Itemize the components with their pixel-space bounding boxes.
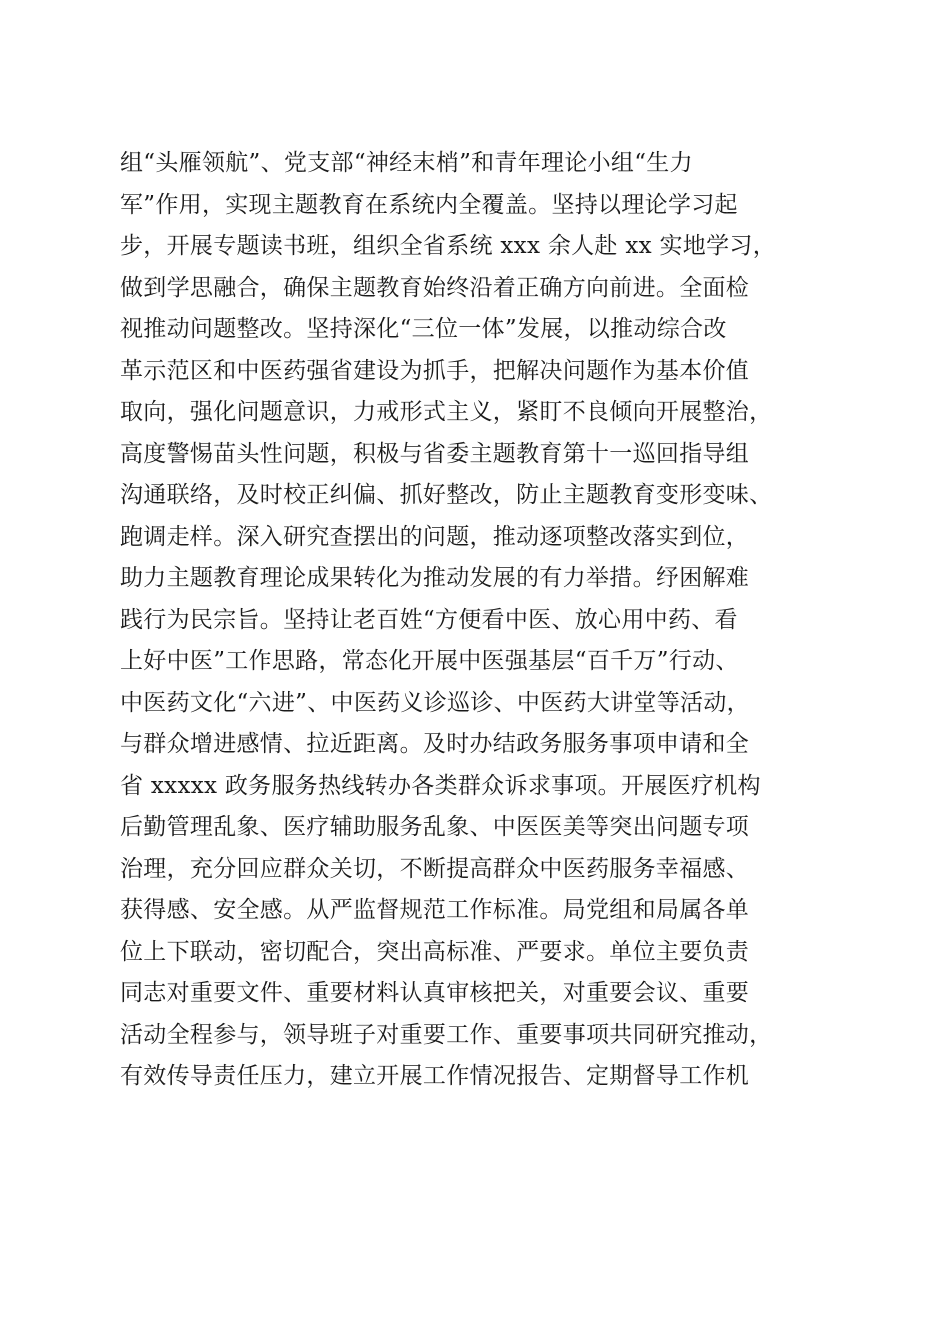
text-line: 上好中医”工作思路，常态化开展中医强基层“百千万”行动、 <box>120 648 739 674</box>
text-line: 沟通联络，及时校正纠偏、抓好整改，防止主题教育变形变味、 <box>120 482 773 508</box>
text-line: 高度警惕苗头性问题，积极与省委主题教育第十一巡回指导组 <box>120 440 750 467</box>
text-line: 助力主题教育理论成果转化为推动发展的有力举措。纾困解难 <box>120 565 750 591</box>
text-line: 践行为民宗旨。坚持让老百姓“方便看中医、放心用中药、看 <box>120 606 738 633</box>
text-line: 中医药文化“六进”、中医药义诊巡诊、中医药大讲堂等活动， <box>120 689 750 716</box>
text-line: 革示范区和中医药强省建设为抓手，把解决问题作为基本价值 <box>120 357 750 384</box>
text-line: 取向，强化问题意识，力戒形式主义，紧盯不良倾向开展整治， <box>120 399 773 425</box>
text-line: 省 xxxxx 政务服务热线转办各类群众诉求事项。开展医疗机构 <box>120 772 761 799</box>
text-line: 治理，充分回应群众关切，不断提高群众中医药服务幸福感、 <box>120 855 750 882</box>
text-line: 同志对重要文件、重要材料认真审核把关，对重要会议、重要 <box>120 980 750 1006</box>
text-line: 与群众增进感情、拉近距离。及时办结政务服务事项申请和全 <box>120 731 750 757</box>
text-line: 有效传导责任压力，建立开展工作情况报告、定期督导工作机 <box>120 1063 750 1089</box>
text-line: 位上下联动，密切配合，突出高标准、严要求。单位主要负责 <box>120 938 750 965</box>
body-text <box>120 143 840 1098</box>
text-line: 步，开展专题读书班，组织全省系统 xxx 余人赴 xx 实地学习， <box>120 233 776 259</box>
text-line: 做到学思融合，确保主题教育始终沿着正确方向前进。全面检 <box>120 274 750 301</box>
text-line: 视推动问题整改。坚持深化“三位一体”发展，以推动综合改 <box>120 316 727 342</box>
text-line: 跑调走样。深入研究查摆出的问题，推动逐项整改落实到位， <box>120 523 750 550</box>
text-line: 获得感、安全感。从严监督规范工作标准。局党组和局属各单 <box>120 897 750 923</box>
text-line: 活动全程参与，领导班子对重要工作、重要事项共同研究推动， <box>120 1021 773 1048</box>
text-line: 组“头雁领航”、党支部“神经末梢”和青年理论小组“生力 <box>120 150 693 176</box>
text-line: 军”作用，实现主题教育在系统内全覆盖。坚持以理论学习起 <box>120 191 738 218</box>
text-line: 后勤管理乱象、医疗辅助服务乱象、中医医美等突出问题专项 <box>120 814 750 840</box>
